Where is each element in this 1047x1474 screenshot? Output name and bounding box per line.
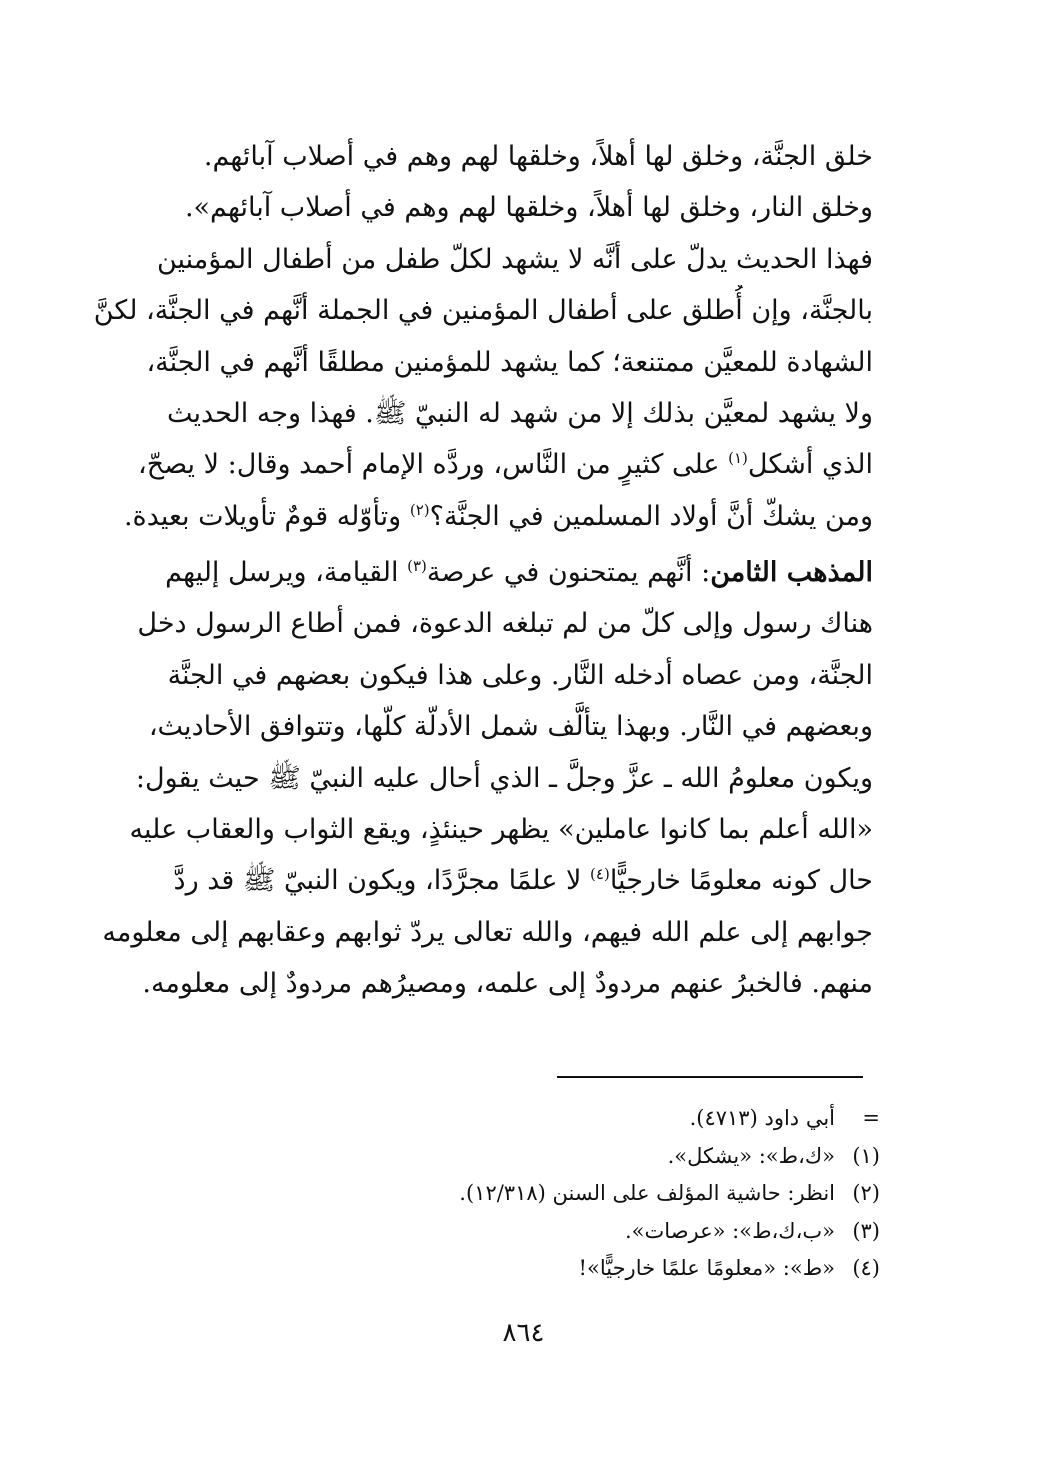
text-line: [93, 547, 873, 598]
text-segment: القيامة، ويرسل إليهم: [165, 557, 408, 588]
text-line: فهذا الحديث يدلّ على أنَّه لا يشهد لكلّ طفل من أطفال المؤمنين: [156, 243, 873, 275]
text-line: [93, 491, 873, 542]
section-heading: المذهب الثامن: [710, 557, 873, 588]
footnote-text: «ك،ط»: «يشكل».: [667, 1143, 835, 1168]
text-segment: وتأوّله قومٌ تأويلات بعيدة.: [123, 500, 402, 532]
footnote-number: (٢): [852, 1181, 880, 1205]
text-line: [93, 439, 873, 490]
paragraph-1: [93, 131, 873, 542]
text-line: [93, 855, 873, 906]
footnote-marker-4: (٤): [590, 865, 610, 884]
text-line: الشهادة للمعيَّن ممتنعة؛ كما يشهد للمؤمنين مطلقًا أنَّهم في الجنَّة،: [146, 346, 873, 378]
footnotes: [300, 1100, 880, 1288]
text-line: ولا يشهد لمعيَّن بذلك إلا من شهد له النبيّ ﷺ. فهذا وجه الحديث: [166, 398, 873, 430]
footnote-separator: [557, 1076, 863, 1078]
footnote-text: «ب،ك،ط»: «عرصات».: [625, 1218, 835, 1243]
paragraph-2: [93, 547, 873, 1010]
text-line: خلق الجنَّة، وخلق لها أهلاً، وخلقها لهم وهم في أصلاب آبائهم.: [203, 141, 873, 172]
text-line: وخلق النار، وخلق لها أهلاً، وخلقها لهم وهم في أصلاب آبائهم».: [184, 192, 873, 224]
footnote-item: [300, 1138, 880, 1176]
text-line: «الله أعلم بما كانوا عاملين» يظهر حينئذٍ، ويقع الثواب والعقاب عليه: [129, 814, 873, 846]
text-segment: الذي أشكل: [747, 449, 873, 481]
text-line: بالجنَّة، وإن أُطلق على أطفال المؤمنين في الجملة أنَّهم في الجنَّة، لكنَّ: [93, 295, 873, 327]
text-segment: حال كونه معلومًا خارجيًّا: [609, 865, 873, 897]
footnote-marker-2: (٢): [409, 500, 430, 519]
footnote-text: «ط»: «معلومًا علمًا خارجيًّا»!: [578, 1256, 835, 1280]
text-segment: لا علمًا مجرَّدًا، ويكون النبيّ ﷺ قد ردَّ: [173, 865, 591, 897]
text-line: هناك رسول وإلى كلّ من لم تبلغه الدعوة، فمن أطاع الرسول دخل: [137, 608, 873, 640]
text-line: وبعضهم في النَّار. وبهذا يتألَّف شمل الأدلّة كلّها، وتتوافق الأحاديث،: [148, 711, 873, 743]
text-line: جوابهم إلى علم الله فيهم، والله تعالى يردّ ثوابهم وعقابهم إلى معلومه: [102, 916, 873, 948]
footnote-marker-3: (٣): [407, 557, 427, 575]
footnote-item: [300, 1250, 880, 1288]
footnote-item: [300, 1175, 880, 1213]
footnote-number: (٣): [852, 1218, 880, 1243]
text-line: الجنَّة، ومن عصاه أدخله النَّار. وعلى هذا فيكون بعضهم في الجنَّة: [167, 659, 873, 691]
text-line: منهم. فالخبرُ عنهم مردودٌ إلى علمه، ومصيرُهم مردودٌ إلى معلومه.: [142, 968, 873, 1000]
footnote-item: [300, 1213, 880, 1251]
footnote-text: أبي داود (٤٧١٣).: [689, 1106, 835, 1130]
footnote-text: انظر: حاشية المؤلف على السنن (١٢/٣١٨).: [459, 1181, 835, 1205]
footnote-number: (١): [852, 1143, 880, 1168]
text-segment: على كثيرٍ من النَّاس، وردَّه الإمام أحمد وقال: لا يصحّ،: [138, 449, 729, 481]
text-line: ويكون معلومُ الله ـ عزَّ وجلَّ ـ الذي أحال عليه النبيّ ﷺ حيث يقول:: [135, 762, 873, 794]
footnote-marker-1: (١): [728, 449, 748, 468]
footnote-item: [300, 1100, 880, 1138]
text-segment: ومن يشكّ أنَّ أولاد المسلمين في الجنَّة؟: [429, 500, 873, 532]
page-number: ٨٦٤: [502, 1318, 545, 1348]
footnote-number: =: [862, 1106, 880, 1130]
footnote-number: (٤): [852, 1256, 880, 1280]
text-segment: : أنَّهم يمتحنون في عرصة: [426, 557, 711, 588]
